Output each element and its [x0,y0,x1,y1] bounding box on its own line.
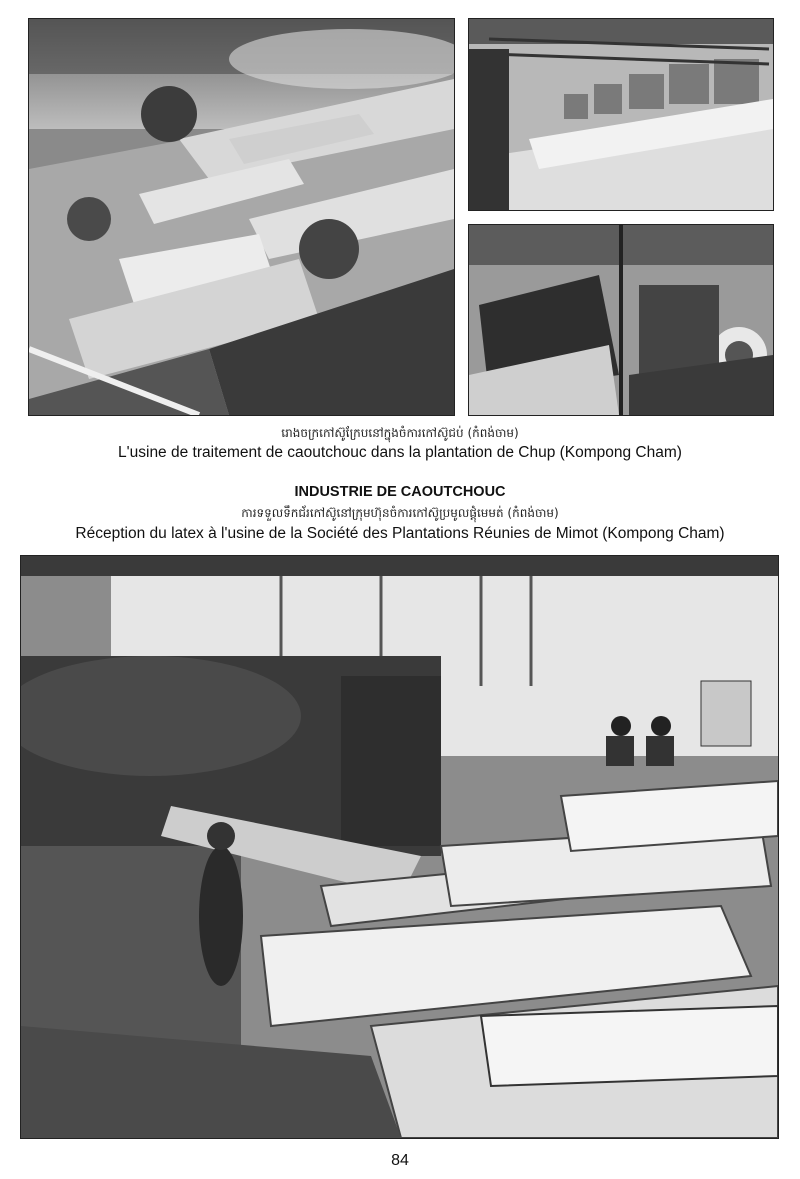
top-caption-french: L'usine de traitement de caoutchouc dans la plantation de Chup (Kompong Cham) [118,444,682,461]
section-caption-french: Réception du latex à l'usine de la Société des Plantations Réunies de Mimot (Kompong Cham) [75,525,725,542]
section-heading: INDUSTRIE DE CAOUTCHOUC [294,484,506,500]
workers-rollers-photo [468,224,774,416]
latex-reception-photo [20,555,779,1139]
page-number: 84 [391,1152,409,1169]
aerial-factory-photo [28,18,455,416]
top-caption-khmer: រោងចក្រកៅស៊ូក្រែបនៅក្នុងចំការកៅស៊ូជប់ (កំពង់ចាម) [281,426,519,440]
section-caption-khmer: ការទទួលទឹកជ័រកៅស៊ូនៅក្រុមហ៊ុនចំការកៅស៊ូប្រមូលផ្តុំមេមត់ (កំពង់ចាម) [241,506,559,520]
processing-machinery-photo [468,18,774,211]
